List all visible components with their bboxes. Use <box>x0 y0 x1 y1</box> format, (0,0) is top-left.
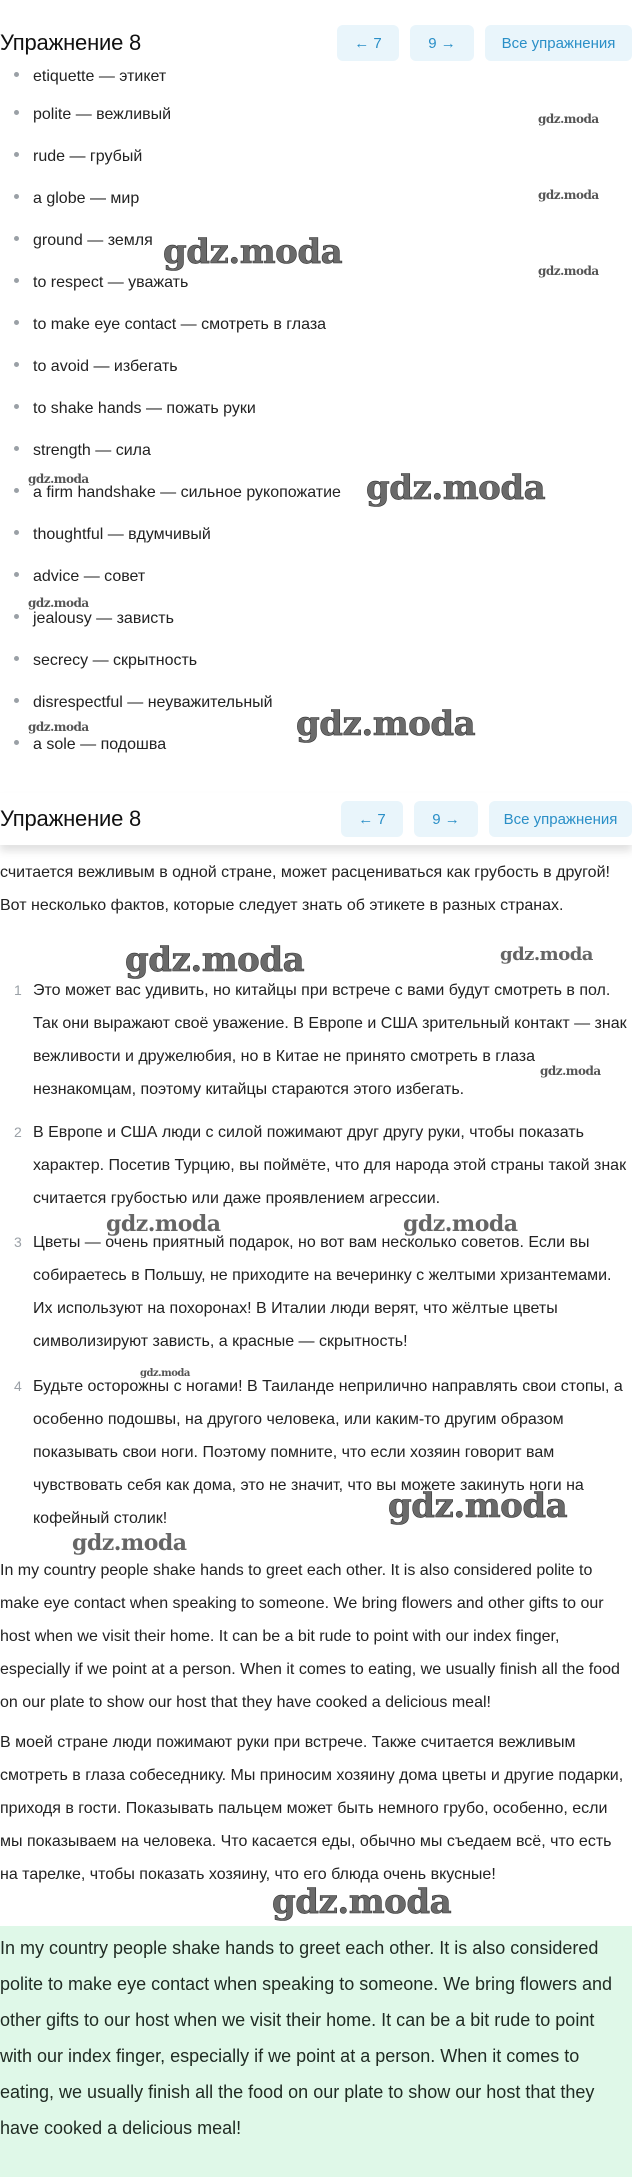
bullet-icon <box>14 236 19 241</box>
item-text: В Европе и США люди с силой пожимают друг другу руки, чтобы показать характер. Посетив Турцию, вы поймёте, что для народа этой страны такой знак считается грубостью или даже проявлением агрессии. <box>33 1124 627 1207</box>
list-item: ground — земля <box>14 232 153 250</box>
watermark: gdz.moda <box>28 472 89 486</box>
bullet-icon <box>14 656 19 661</box>
item-number: 3 <box>14 1234 22 1250</box>
top-header <box>0 18 632 68</box>
list-item: to make eye contact — смотреть в глаза <box>14 316 326 334</box>
list-item: thoughtful — вдумчивый <box>14 526 211 544</box>
watermark: gdz.moda <box>72 1530 187 1556</box>
sticky-header <box>0 793 632 845</box>
bullet-icon <box>14 488 19 493</box>
item-number: 1 <box>14 982 22 998</box>
bullet-icon <box>14 614 19 619</box>
bullet-icon <box>14 152 19 157</box>
next-exercise-button-2[interactable]: 9 → <box>414 801 478 837</box>
item-text: Это может вас удивить, но китайцы при встрече с вами будут смотреть в пол. Так они выражают своё уважение. В Европе и США зрительный контакт — знак вежливости и дружелюбия, но в Китае не принято смотреть в глаза незнакомцам, поэтому китайцы стараются этого избегать. <box>33 982 627 1098</box>
watermark: gdz.moda <box>272 1882 452 1922</box>
page-title-2: Упражнение 8 <box>0 806 142 831</box>
list-item: rude — грубый <box>14 148 142 166</box>
item-text: Будьте осторожны с ногами! В Таиланде неприлично направлять свои стопы, а особенно подошвы, на другого человека, или каким-то другим образом показывать свои ноги. Поэтому помните, что если хозяин говорит вам чувствовать себя как дома, это не значит, что вы можете закинуть ноги на кофейный столик! <box>33 1378 623 1527</box>
bullet-icon <box>14 278 19 283</box>
watermark: gdz.moda <box>538 112 599 126</box>
page-title: Упражнение 8 <box>0 30 142 55</box>
watermark: gdz.moda <box>163 232 343 272</box>
item-number: 2 <box>14 1124 22 1140</box>
bullet-icon <box>14 740 19 745</box>
prev-exercise-button-2[interactable]: ← 7 <box>341 801 403 837</box>
answer-box <box>0 1926 632 2177</box>
bullet-icon <box>14 320 19 325</box>
bullet-icon <box>14 698 19 703</box>
bullet-icon <box>14 110 19 115</box>
watermark: gdz.moda <box>403 1211 518 1237</box>
bullet-icon <box>14 362 19 367</box>
watermark: gdz.moda <box>540 1064 601 1078</box>
list-item: disrespectful — неуважительный <box>14 694 273 712</box>
bullet-icon <box>14 530 19 535</box>
watermark: gdz.moda <box>140 1368 190 1379</box>
watermark: gdz.moda <box>500 944 593 965</box>
english-paragraph: In my country people shake hands to greet each other. It is also considered polite to make eye contact when speaking to someone. We bring flowers and other gifts to our host when we visit their home. It can be a bit rude to point with our index finger, especially if we point at a person. When it comes to eating, we usually finish all the food on our plate to show our host that they have cooked a delicious meal! <box>0 1562 620 1711</box>
bullet-icon <box>14 446 19 451</box>
watermark: gdz.moda <box>538 264 599 278</box>
list-item: to respect — уважать <box>14 274 188 292</box>
item-number: 4 <box>14 1378 22 1394</box>
item-text: Цветы — очень приятный подарок, но вот вам несколько советов. Если вы собираетесь в Польшу, не приходите на вечеринку с желтыми хризантемами. Их используют на похоронах! В Италии люди верят, что жёлтые цветы символизируют зависть, а красные — скрытность! <box>33 1234 612 1350</box>
russian-paragraph: В моей стране люди пожимают руки при встрече. Также считается вежливым смотреть в глаза собеседнику. Мы приносим хозяину дома цветы и другие подарки, приходя в гости. Показывать пальцем может быть немного грубо, особенно, если мы показываем на человека. Что касается еды, обычно мы съедаем всё, что есть на тарелке, чтобы показать хозяину, что его блюда очень вкусные! <box>0 1734 624 1883</box>
watermark: gdz.moda <box>28 720 89 734</box>
watermark: gdz.moda <box>296 704 476 744</box>
bullet-icon <box>14 72 19 77</box>
list-item: polite — вежливый <box>14 106 171 124</box>
next-exercise-button[interactable]: 9 → <box>410 25 474 61</box>
watermark: gdz.moda <box>538 188 599 202</box>
list-item: jealousy — зависть <box>14 610 174 628</box>
list-item: etiquette — этикет <box>14 68 166 86</box>
all-exercises-button-2[interactable]: Все упражнения <box>489 801 632 837</box>
intro-paragraph: считается вежливым в одной стране, может расцениваться как грубость в другой! Вот несколько фактов, которые следует знать об этикете в разных странах. <box>0 864 610 914</box>
list-item: a globe — мир <box>14 190 139 208</box>
all-exercises-button[interactable]: Все упражнения <box>485 25 632 61</box>
list-item: to shake hands — пожать руки <box>14 400 256 418</box>
list-item: advice — совет <box>14 568 145 586</box>
list-item: secrecy — скрытность <box>14 652 197 670</box>
bullet-icon <box>14 194 19 199</box>
watermark: gdz.moda <box>388 1486 568 1526</box>
prev-exercise-button[interactable]: ← 7 <box>337 25 399 61</box>
list-item: to avoid — избегать <box>14 358 178 376</box>
list-item: a firm handshake — сильное рукопожатие <box>14 484 341 502</box>
list-item: a sole — подошва <box>14 736 166 754</box>
answer-text: In my country people shake hands to greet each other. It is also considered polite to make eye contact when speaking to someone. We bring flowers and other gifts to our host when we visit their home. It can be a bit rude to point with our index finger, especially if we point at a person. When it comes to eating, we usually finish all the food on our plate to show our host that they have cooked a delicious meal! <box>0 1938 613 2138</box>
watermark: gdz.moda <box>106 1211 221 1237</box>
watermark: gdz.moda <box>125 940 305 980</box>
list-item: strength — сила <box>14 442 151 460</box>
watermark: gdz.moda <box>366 468 546 508</box>
watermark: gdz.moda <box>28 596 89 610</box>
bullet-icon <box>14 572 19 577</box>
bullet-icon <box>14 404 19 409</box>
